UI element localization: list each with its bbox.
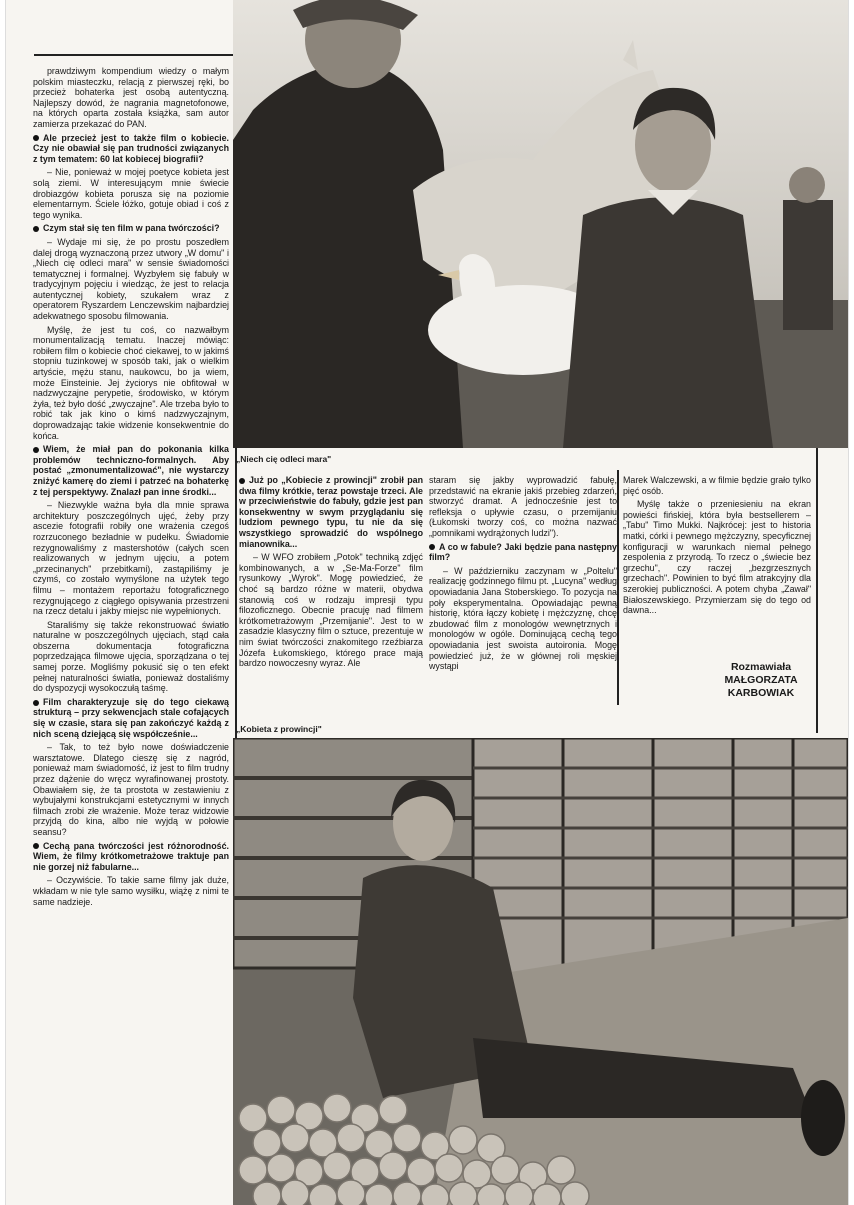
- signature-line3: KARBOWIAK: [727, 687, 795, 699]
- paragraph-text: Cechą pana twórczości jest różnorodność. Wiem, że filmy krótkometrażowe traktuje pan nie gorzej niż fabularne...: [33, 840, 229, 872]
- interview-question: [33, 841, 229, 873]
- interview-question: [33, 444, 229, 497]
- interview-answer: [33, 875, 229, 907]
- paragraph-text: staram się jakby wyprowadzić fabułę, przedstawić na ekranie jakiś przebieg zdarzeń, stworzyć dramat. A jednocześnie jest to refleksja o upływie czasu, o przemijaniu (Łukomski tworzy coś, co można nazwać „pomnikami wydrążonych ludzi").: [429, 475, 617, 538]
- interview-answer: [33, 167, 229, 220]
- paragraph-text: A co w fabule? Jaki będzie pana następny film?: [429, 541, 617, 563]
- article-column-left: [33, 66, 229, 910]
- paragraph-text: Staraliśmy się także rekonstruować światło naturalne w poszczególnych ujęciach, stąd cała obszerna dokumentacja fotograficzna poprzedzająca filmowe ujęcia, sporządzana o tej samej porze. Mogliśmy pokusić się o ten efekt pełnej naturalności światła, ponieważ dostaliśmy do dyspozycji wysokoczułą taśmę.: [33, 619, 229, 694]
- bullet-dot-icon: [33, 447, 39, 453]
- article-column-mid1: [239, 475, 423, 672]
- interview-question: [429, 542, 617, 563]
- right-column-border: [617, 470, 619, 705]
- caption-photo1: „Niech cię odleci mara": [236, 454, 332, 464]
- interview-answer: [33, 325, 229, 442]
- article-column-mid2: [429, 475, 617, 675]
- paragraph-text: Myślę, że jest tu coś, co nazwałbym monumentalizacją tematu. Inaczej mówiąc: robiłem film o kobiecie choć ciekawej, to w jakimś stopniu tuzinkowej w sposób taki, jak o wielkim artyście, mężu stanu, naukowcu, bo ja wiem, może Einsteinie. Jej życiorys nie obfitował w nadzwyczajne perypetie, środowisko, w którym żyła, też było dość „zwyczajne". Ale trzeba było to robić tak jak kino o kimś nadzwyczajnym, doprowadzając takie widzenie konsekwentnie do końca.: [33, 324, 229, 441]
- bullet-dot-icon: [33, 226, 39, 232]
- bullet-dot-icon: [33, 135, 39, 141]
- bullet-dot-icon: [239, 478, 245, 484]
- paragraph-text: – Niezwykle ważna była dla mnie sprawa architektury poszczególnych ujęć, żeby przy ascezie fotografii robiły one wrażenia czegoś rozrzuconego bezładnie w pudełku. Świadomie rezygnowaliśmy z mastershotów (całych scen realizowanych w jednym ujęciu, a potem „przecinanych" przebitkami), zastąpiliśmy je czymś, co zostało wymyślone na użytek tego filmu – montażem reportażu fotograficznego rezygnującego z ciągłego opisywania przestrzeni na rzecz detalu i jakby miejsc nie wypełnionych.: [33, 500, 229, 617]
- paragraph-text: – Tak, to też było nowe doświadczenie warsztatowe. Dlatego cieszę się z nagród, ponieważ mam świadomość, iż jest to film trudny przez dążenie do wręcz wyrafinowanej prostoty. Obawiałem się, że ta prostota w zestawieniu z wybujałymi konstrukcjami estetycznymi w innych filmach zrobi złe wrażenie. Może teraz widzowie przyjdą do kina, albo nie wyjdą w połowie seansu?: [33, 742, 229, 837]
- interview-answer: [429, 475, 617, 539]
- photo-orchard-scene: [233, 738, 848, 1205]
- photo-kobieta-z-prowincji: [233, 738, 848, 1205]
- paragraph-text: – Oczywiście. To takie same filmy jak duże, wkładam w nie tyle samo wysiłku, wiążę z nimi te same nadzieje.: [33, 875, 229, 907]
- interview-question: [33, 697, 229, 739]
- bullet-dot-icon: [429, 544, 435, 550]
- interview-question: [33, 223, 229, 234]
- paragraph-text: Już po „Kobiecie z prowincji" zrobił pan dwa filmy krótkie, teraz powstaje trzeci. Ale w przeciwieństwie do fabuły, gdzie jest pan konsekwentny w swym przyglądaniu się ludziom pewnego typu, tu nie da się wszystkiego sprowadzić do wspólnego mianownika...: [239, 475, 423, 549]
- interview-question: [239, 475, 423, 549]
- interview-answer: [33, 742, 229, 837]
- interview-answer: [429, 566, 617, 672]
- interview-answer: [33, 66, 229, 130]
- bullet-dot-icon: [33, 843, 39, 849]
- right-column-border-2: [816, 448, 818, 733]
- magazine-page: [6, 0, 848, 1205]
- top-rule: [34, 54, 234, 56]
- signature-line1: Rozmawiała: [730, 661, 792, 673]
- paragraph-text: – W WFO zrobiłem „Potok" techniką zdjęć kombinowanych, a w „Se-Ma-Forze" film rysunkowy „Wyrok". Mogę powiedzieć, że choć są bardzo różne w materii, obydwa stanowią coś w rodzaju impresji typu filozoficznego. Obecnie pracuję nad filmem krótkometrażowym „Przemijanie". Jest to w zasadzie klasyczny film o sztuce, prezentuje w nim świat twórczości znakomitego rzeźbiarza Józefa Łukomskiego, którego prace mają bardzo nowoczesny wyraz. Ale: [239, 552, 423, 669]
- interview-answer: [33, 620, 229, 694]
- paragraph-text: Czym stał się ten film w pana twórczości?: [43, 223, 220, 234]
- paragraph-text: Ale przecież jest to także film o kobiecie. Czy nie obawiał się pan trudności związanych z tym tematem: 60 lat kobiecej biografii?: [33, 132, 229, 164]
- interview-answer: [623, 475, 811, 496]
- signature-line2: MAŁGORZATA: [724, 674, 798, 686]
- paragraph-text: – W październiku zaczynam w „Poltelu" realizację godzinnego filmu pt. „Lucyna" według opowiadania Jana Stoberskiego. To pozycja na poły eksperymentalna. Opowiadając pewną historię, która łączy kobietę i mężczyznę, chcę zbudować film z monologów wewnętrznych i monologów w ogóle. Dominującą cechą tego opowiadania jest swoista autoironia. Mogę powiedzieć już, że w głównej roli męskiej wystąpi: [429, 565, 617, 672]
- paragraph-text: prawdziwym kompendium wiedzy o małym polskim miasteczku, relacją z pierwszej ręki, bo przecież bohaterka jest osobą autentyczną. Najlepszy dowód, że nagrania magnetofonowe, na których oparta została książka, sam autor zamierza przekazać do PAN.: [33, 66, 229, 129]
- interview-answer: [33, 237, 229, 322]
- paragraph-text: Film charakteryzuje się do tego ciekawą strukturą – przy sekwencjach stale cofających się w czasie, stara się pan zakończyć każdą z nich sceną dziejącą się współcześnie...: [33, 696, 229, 739]
- bullet-dot-icon: [33, 700, 39, 706]
- photo-niech-cie-odleci-mara: [233, 0, 848, 448]
- paragraph-text: – Nie, ponieważ w mojej poetyce kobieta jest solą ziemi. W interesującym mnie świecie drobiazgów kobieta porusza się na poziomie elementarnym. Ściele łóżko, gotuje obiad i coś z tego wynika.: [33, 167, 229, 220]
- article-column-right: [623, 475, 811, 619]
- paragraph-text: Marek Walczewski, a w filmie będzie grało tylko pięć osób.: [623, 475, 811, 496]
- interview-answer: [33, 500, 229, 617]
- interview-answer: [623, 499, 811, 616]
- interview-question: [33, 133, 229, 165]
- photo-farm-scene: [233, 0, 848, 448]
- paragraph-text: Myślę także o przeniesieniu na ekran powieści fińskiej, która była bestsellerem – „Tabu" Timo Mukki. Najkrócej: jest to historia matki, córki i pewnego mężczyzny, specyficznej konfiguracji w warunkach niemal pełnego zespolenia z przyrodą. To rzecz o „świecie bez grzechu", czy raczej „bezgrzesznych grzechach". Powinien to być film atrakcyjny dla szerokiej publiczności. A potem chyba „Zawał" Białoszewskiego. Przymierzam się do tego od dawna...: [623, 499, 811, 616]
- caption-photo2: „Kobieta z prowincji": [236, 724, 322, 734]
- interview-answer: [239, 552, 423, 669]
- author-signature: [706, 661, 816, 700]
- paragraph-text: Wiem, że miał pan do pokonania kilka problemów techniczno-formalnych. Aby postać „zmonumentalizować", nie wystarczy zniżyć kamerę do ziemi i patrzeć na bohaterkę z tej perspektywy. Znalazł pan inne środki...: [33, 444, 229, 497]
- paragraph-text: – Wydaje mi się, że po prostu poszedłem dalej drogą wyznaczoną przez utwory „W domu" i „Niech cię odleci mara" w sensie świadomości tematycznej i formalnej. Wyzbyłem się fabuły w tradycyjnym pojęciu i wiedząc, że jest to relacja autentycznej kobiety, szukałem wraz z operatorem Ryszardem Lenczewskim najbardziej adekwatnego sposobu filmowania.: [33, 236, 229, 322]
